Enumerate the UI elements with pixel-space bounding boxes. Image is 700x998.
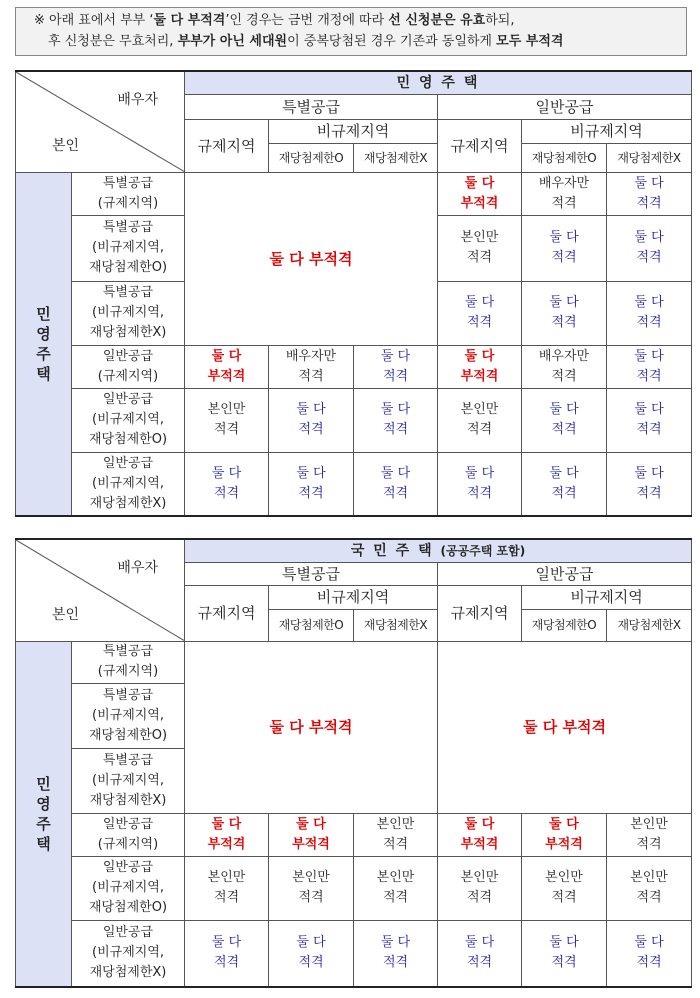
row-label: 특별공급 (비규제지역, 재당첨제한X): [72, 281, 185, 345]
self-label: 본인: [52, 137, 80, 154]
cell-both-ineligible: 둘 다 부적격: [185, 345, 269, 388]
col-general: 일반공급: [438, 94, 692, 119]
side-label: 민 영 주 택: [16, 172, 72, 516]
col-lim-o: 재당첨제한O: [269, 609, 354, 641]
cell-both-eligible: 둘 다 적격: [269, 452, 354, 516]
cell-both-eligible: 둘 다 적격: [354, 920, 438, 987]
cell-both-ineligible: 둘 다 부적격: [438, 641, 692, 813]
self-label: 본인: [52, 606, 80, 623]
cell-both-eligible: 둘 다 적격: [522, 215, 607, 281]
col-lim-x: 재당첨제한X: [354, 143, 438, 172]
cell-both-eligible: 둘 다 적격: [607, 388, 692, 452]
table-title: 국 민 주 택 (공공주택 포함): [185, 539, 692, 562]
private-housing-table: [15, 70, 692, 517]
cell-both-ineligible: 둘 다 부적격: [438, 172, 522, 215]
row-label: 일반공급 (비규제지역, 재당첨제한O): [72, 388, 185, 452]
cell-self-only: 본인만 적격: [354, 813, 438, 856]
cell-self-only: 본인만 적격: [269, 856, 354, 920]
cell-both-eligible: 둘 다 적격: [354, 388, 438, 452]
note-emphasis: 모두 부적격: [496, 34, 564, 49]
cell-both-eligible: 둘 다 적격: [607, 452, 692, 516]
row-label: 특별공급 (규제지역): [72, 172, 185, 215]
cell-both-eligible: 둘 다 적격: [607, 215, 692, 281]
col-general: 일반공급: [438, 562, 692, 585]
cell-self-only: 본인만 적격: [438, 215, 522, 281]
cell-both-eligible: 둘 다 적격: [269, 388, 354, 452]
cell-both-eligible: 둘 다 적격: [522, 281, 607, 345]
cell-both-ineligible: 둘 다 부적격: [438, 813, 522, 856]
corner-header: [16, 71, 185, 172]
spouse-label: 배우자: [117, 92, 158, 108]
cell-both-ineligible: 둘 다 부적격: [269, 813, 354, 856]
cell-both-eligible: 둘 다 적격: [522, 920, 607, 987]
cell-self-only: 본인만 적격: [522, 856, 607, 920]
col-special: 특별공급: [185, 562, 438, 585]
col-nonreg: 비규제지역: [269, 119, 438, 143]
corner-header: [16, 539, 185, 641]
row-label: 특별공급 (비규제지역, 재당첨제한O): [72, 683, 185, 748]
col-reg: 규제지역: [438, 119, 522, 172]
row-label: 일반공급 (비규제지역, 재당첨제한O): [72, 856, 185, 920]
cell-both-eligible: 둘 다 적격: [354, 345, 438, 388]
note-emphasis: 둘 다 부적격: [153, 13, 226, 28]
cell-self-only: 본인만 적격: [607, 813, 692, 856]
row-label: 일반공급 (규제지역): [72, 813, 185, 856]
cell-both-ineligible: 둘 다 부적격: [185, 813, 269, 856]
row-label: 일반공급 (비규제지역, 재당첨제한X): [72, 452, 185, 516]
col-lim-x: 재당첨제한X: [607, 609, 692, 641]
col-nonreg: 비규제지역: [269, 585, 438, 609]
row-label: 일반공급 (비규제지역, 재당첨제한X): [72, 920, 185, 987]
spouse-label: 배우자: [117, 560, 158, 576]
cell-self-only: 본인만 적격: [354, 856, 438, 920]
cell-both-eligible: 둘 다 적격: [522, 388, 607, 452]
row-label: 일반공급 (규제지역): [72, 345, 185, 388]
cell-spouse-only: 배우자만 적격: [522, 172, 607, 215]
note-emphasis: 선 신청분은 유효: [388, 13, 486, 28]
table-title-note: (공공주택 포함): [440, 543, 526, 558]
table-title: 민 영 주 택: [185, 71, 692, 94]
col-lim-x: 재당첨제한X: [354, 609, 438, 641]
cell-spouse-only: 배우자만 적격: [522, 345, 607, 388]
cell-both-ineligible: 둘 다 부적격: [185, 172, 438, 345]
col-reg: 규제지역: [185, 585, 269, 641]
cell-both-eligible: 둘 다 적격: [607, 281, 692, 345]
notice-box: [15, 7, 687, 56]
cell-both-eligible: 둘 다 적격: [354, 452, 438, 516]
cell-self-only: 본인만 적격: [438, 856, 522, 920]
notice-line-1: [34, 10, 686, 31]
cell-self-only: 본인만 적격: [607, 856, 692, 920]
cell-both-eligible: 둘 다 적격: [438, 920, 522, 987]
col-lim-o: 재당첨제한O: [522, 143, 607, 172]
note-mark: ※: [34, 13, 45, 28]
note-text: 이 중복당첨된 경우 기존과 동일하게: [287, 34, 497, 49]
cell-both-ineligible: 둘 다 부적격: [438, 345, 522, 388]
cell-both-eligible: 둘 다 적격: [607, 920, 692, 987]
cell-self-only: 본인만 적격: [185, 856, 269, 920]
row-label: 특별공급 (비규제지역, 재당첨제한O): [72, 215, 185, 281]
notice-line-2: [34, 31, 686, 52]
cell-both-eligible: 둘 다 적격: [438, 452, 522, 516]
cell-both-eligible: 둘 다 적격: [607, 172, 692, 215]
note-text: 하되,: [485, 13, 515, 28]
cell-both-eligible: 둘 다 적격: [269, 920, 354, 987]
cell-both-eligible: 둘 다 적격: [185, 452, 269, 516]
national-housing-table: [15, 538, 692, 988]
col-nonreg: 비규제지역: [522, 585, 692, 609]
side-label: 민 영 주 택: [16, 641, 72, 987]
row-label: 특별공급 (규제지역): [72, 641, 185, 683]
note-emphasis: 부부가 아닌 세대원: [177, 34, 288, 49]
note-text: 후 신청분은 무효처리,: [48, 34, 178, 49]
col-special: 특별공급: [185, 94, 438, 119]
cell-self-only: 본인만 적격: [185, 388, 269, 452]
cell-both-ineligible: 둘 다 부적격: [522, 813, 607, 856]
cell-both-eligible: 둘 다 적격: [185, 920, 269, 987]
cell-both-eligible: 둘 다 적격: [522, 452, 607, 516]
note-text: 아래 표에서 부부 ‘: [49, 13, 154, 28]
col-lim-o: 재당첨제한O: [522, 609, 607, 641]
col-reg: 규제지역: [438, 585, 522, 641]
col-nonreg: 비규제지역: [522, 119, 692, 143]
cell-spouse-only: 배우자만 적격: [269, 345, 354, 388]
col-reg: 규제지역: [185, 119, 269, 172]
cell-both-eligible: 둘 다 적격: [438, 281, 522, 345]
col-lim-o: 재당첨제한O: [269, 143, 354, 172]
cell-both-eligible: 둘 다 적격: [607, 345, 692, 388]
col-lim-x: 재당첨제한X: [607, 143, 692, 172]
row-label: 특별공급 (비규제지역, 재당첨제한X): [72, 748, 185, 813]
cell-both-ineligible: 둘 다 부적격: [185, 641, 438, 813]
cell-self-only: 본인만 적격: [438, 388, 522, 452]
note-text: ’인 경우는 금번 개정에 따라: [225, 13, 389, 28]
